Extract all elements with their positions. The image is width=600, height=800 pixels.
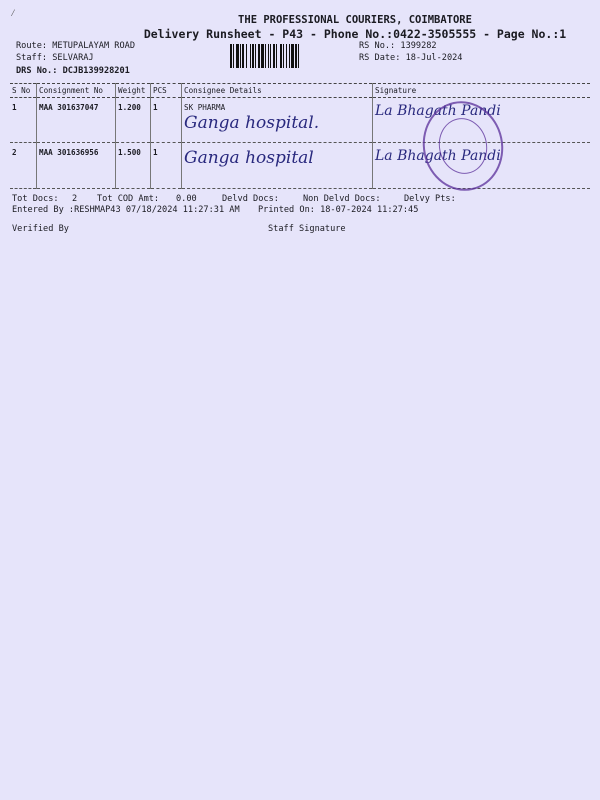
- consignee-handwritten: Ganga hospital: [184, 148, 314, 168]
- delvd-docs-label: Delvd Docs:: [222, 194, 279, 204]
- signature-handwritten: La Bhagath Pandi: [375, 103, 501, 119]
- barcode: [230, 44, 354, 68]
- route-info: Route: METUPALAYAM ROAD: [16, 41, 135, 51]
- row-consignment: MAA 301636956: [37, 143, 116, 189]
- printed-on: Printed On: 18-07-2024 11:27:45: [258, 205, 419, 215]
- non-delvd-docs-label: Non Delvd Docs:: [303, 194, 381, 204]
- company-title: THE PROFESSIONAL COURIERS, COIMBATORE: [238, 14, 472, 26]
- verified-by: Verified By: [12, 224, 69, 234]
- col-consignee: Consignee Details: [182, 84, 373, 98]
- staff-signature: Staff Signature: [268, 224, 346, 234]
- tot-cod-label: Tot COD Amt:: [97, 194, 160, 204]
- col-signature: Signature: [373, 84, 591, 98]
- row-weight: 1.500: [116, 143, 151, 189]
- row-pcs: 1: [151, 143, 182, 189]
- col-pcs: PCS: [151, 84, 182, 98]
- row-consignee: [182, 143, 373, 189]
- consignment-table: [10, 83, 590, 189]
- barcode-bar: [299, 44, 301, 68]
- row-consignee: [182, 98, 373, 143]
- consignee-printed: SK PHARMA: [184, 103, 226, 112]
- row-consignment: MAA 301637047: [37, 98, 116, 143]
- delvy-pts-label: Delvy Pts:: [404, 194, 456, 204]
- rs-number: RS No.: 1399282: [359, 41, 437, 51]
- staff-info: Staff: SELVARAJ: [16, 53, 94, 63]
- row-sno: 2: [10, 143, 37, 189]
- col-consignment: Consignment No: [37, 84, 116, 98]
- tot-docs-label: Tot Docs:: [12, 194, 59, 204]
- table-header-row: [10, 84, 590, 98]
- row-weight: 1.200: [116, 98, 151, 143]
- tot-cod-value: 0.00: [176, 194, 197, 204]
- entered-by: Entered By :RESHMAP43 07/18/2024 11:27:31 AM: [12, 205, 240, 215]
- row-pcs: 1: [151, 98, 182, 143]
- signature-handwritten: La Bhagath Pandi: [375, 148, 501, 164]
- consignee-handwritten: Ganga hospital.: [184, 113, 320, 133]
- table-row: [10, 98, 590, 143]
- scan-mark-icon: ⁄: [10, 8, 17, 19]
- col-sno: S No: [10, 84, 37, 98]
- rs-date: RS Date: 18-Jul-2024: [359, 53, 463, 63]
- drs-number: DRS No.: DCJB139928201: [16, 66, 130, 76]
- tot-docs-value: 2: [72, 194, 78, 204]
- row-sno: 1: [10, 98, 37, 143]
- col-weight: Weight: [116, 84, 151, 98]
- runsheet-title: Delivery Runsheet - P43 - Phone No.:0422-3505555 - Page No.:1: [143, 27, 567, 41]
